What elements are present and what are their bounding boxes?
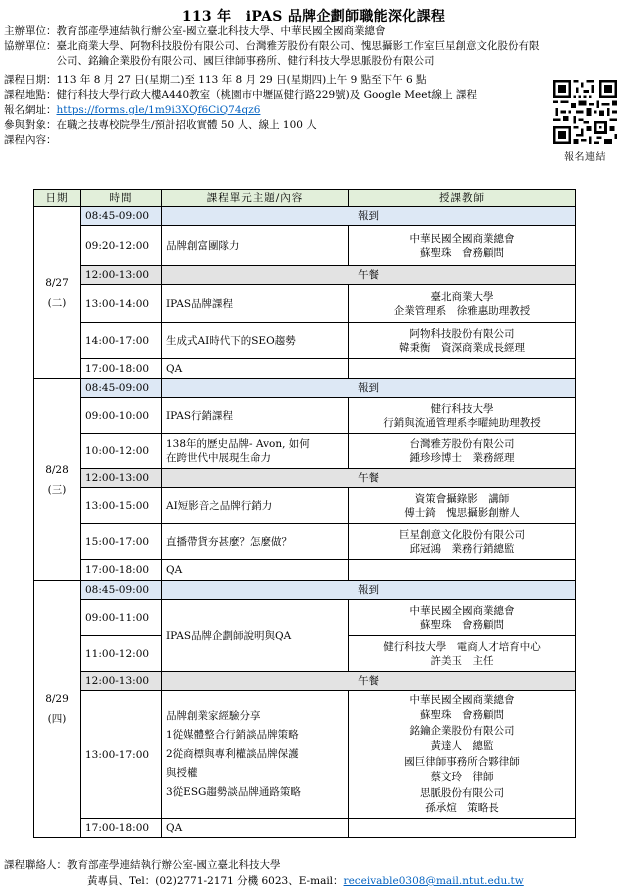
signup-label: 報名網址： [4, 104, 57, 116]
time-cell: 08:45-09:00 [81, 581, 162, 600]
table-row [34, 285, 576, 323]
teacher-org: 思脈股份有限公司 [420, 786, 504, 799]
teacher-org: 中華民國全國商業總會 [409, 232, 515, 245]
teacher-org: 巨星創意文化股份有限公司 [399, 528, 525, 541]
contact-line-2 [4, 873, 624, 889]
teacher-name: 韓秉衡 資深商業成長經理 [399, 341, 525, 354]
content-label: 課程內容： [4, 134, 57, 146]
topic-line: 2從商標與專利權談品牌保護 [166, 748, 299, 760]
day1-weekday: (二) [47, 296, 67, 309]
teacher-cell [349, 691, 576, 819]
audience-row [4, 118, 549, 133]
teacher-org: 健行科技大學 [430, 402, 494, 415]
teacher-cell [349, 636, 576, 672]
time-cell: 10:00-12:00 [81, 434, 162, 469]
time-cell: 13:00-15:00 [81, 488, 162, 524]
table-row [34, 469, 576, 488]
table-row [34, 359, 576, 379]
topic-line: 品牌創業家經驗分享 [166, 710, 261, 722]
day3-date: 8/29 [45, 693, 69, 705]
date-value: 113 年 8 月 27 日(星期二)至 113 年 8 月 29 日(星期四)上午 9 點至下午 6 點 [56, 74, 427, 86]
table-header-row [34, 190, 576, 207]
contact-footer [4, 857, 624, 889]
time-cell: 09:20-12:00 [81, 226, 162, 266]
time-cell: 15:00-17:00 [81, 524, 162, 560]
teacher-org: 國巨律師事務所合夥律師 [404, 755, 520, 768]
table-row [34, 207, 576, 226]
topic-cell: IPAS品牌企劃師說明與QA [162, 600, 349, 672]
table-row [34, 323, 576, 359]
teacher-name: 黃達人 總監 [430, 740, 494, 752]
time-cell: 08:45-09:00 [81, 207, 162, 226]
content-row [4, 133, 549, 148]
teacher-name: 鍾珍珍博士 業務經理 [409, 452, 515, 464]
location-row [4, 88, 549, 103]
teacher-name: 蘇聖珠 會務顧問 [420, 246, 504, 259]
contact-phone: 黃專員、Tel：(02)2771-2171 分機 6023、E-mail： [87, 875, 344, 887]
table-row [34, 581, 576, 600]
topic-line: 1從媒體整合行銷談品牌策略 [166, 729, 299, 741]
header-date: 日期 [34, 190, 81, 207]
header-time: 時間 [81, 190, 162, 207]
teacher-cell [349, 524, 576, 560]
table-row [34, 819, 576, 838]
teacher-name: 蘇聖珠 會務顧問 [420, 709, 504, 721]
time-cell: 09:00-10:00 [81, 398, 162, 434]
teacher-cell [349, 226, 576, 266]
topic-cell: IPAS品牌課程 [162, 285, 349, 323]
day2-date: 8/28 [45, 463, 69, 476]
topic-cell: 生成式AI時代下的SEO趨勢 [162, 323, 349, 359]
teacher-cell [349, 488, 576, 524]
time-cell: 12:00-13:00 [81, 672, 162, 691]
time-cell: 17:00-18:00 [81, 560, 162, 581]
teacher-org: 中華民國全國商業總會 [409, 604, 515, 617]
teacher-org: 銘鑰企業股份有限公司 [409, 724, 515, 737]
topic-cell [162, 434, 349, 469]
organizer-label: 主辦單位： [4, 25, 57, 37]
table-row [34, 691, 576, 819]
topic-line: 在跨世代中展現生命力 [166, 452, 271, 464]
teacher-org: 臺北商業大學 [430, 290, 494, 303]
signup-link[interactable]: https://forms.gle/1m9i3XQf6CiQ74qz6 [56, 104, 261, 116]
time-cell: 14:00-17:00 [81, 323, 162, 359]
checkin-cell: 報到 [162, 379, 576, 398]
header-topic: 課程單元主題/內容 [162, 190, 349, 207]
teacher-cell-empty [349, 359, 576, 379]
location-label: 課程地點： [4, 89, 57, 101]
date-row [4, 73, 549, 88]
topic-cell: QA [162, 560, 349, 581]
time-cell: 13:00-17:00 [81, 691, 162, 819]
header-teacher: 授課教師 [349, 190, 576, 207]
coorganizer-value: 臺北商業大學、阿物科技股份有限公司、台灣雅芳股份有限公司、愧思攝影工作室巨星創意文化股份有限公司、銘鑰企業股份有限公司、國巨律師事務所、健行科技大學思脈股份有限公司 [56, 40, 540, 67]
topic-line: 3從ESG趨勢談品牌通路策略 [166, 786, 301, 798]
lunch-cell: 午餐 [162, 672, 576, 691]
topic-line: 138年的歷史品牌- Avon, 如何 [166, 438, 310, 450]
table-row [34, 379, 576, 398]
teacher-org: 資策會攝錄影 講師 [414, 492, 510, 505]
organizer-value: 教育部產學連結執行辦公室-國立臺北科技大學、中華民國全國商業總會 [56, 25, 386, 37]
checkin-cell: 報到 [162, 581, 576, 600]
topic-line: 與授權 [166, 767, 198, 779]
teacher-cell [349, 285, 576, 323]
teacher-org: 中華民國全國商業總會 [409, 693, 515, 706]
day2-weekday: (三) [47, 483, 67, 496]
teacher-name: 企業管理系 徐雅惠助理教授 [393, 304, 531, 317]
teacher-name: 行銷與流通管理系李曜純助理教授 [383, 416, 541, 429]
page-title: 113 年 iPAS 品牌企劃師職能深化課程 [181, 9, 446, 25]
topic-cell [162, 691, 349, 819]
lunch-cell: 午餐 [162, 266, 576, 285]
coorganizer-row [4, 39, 549, 69]
day3-weekday: (四) [47, 713, 67, 725]
day1-date: 8/27 [45, 276, 69, 289]
teacher-name: 孫承煊 策略長 [425, 802, 499, 814]
table-row [34, 600, 576, 636]
table-row [34, 434, 576, 469]
time-cell: 08:45-09:00 [81, 379, 162, 398]
table-row [34, 488, 576, 524]
table-row [34, 672, 576, 691]
teacher-org: 台灣雅芳股份有限公司 [409, 438, 515, 450]
teacher-cell-empty [349, 819, 576, 838]
teacher-cell [349, 323, 576, 359]
date-label: 課程日期： [4, 74, 57, 86]
teacher-org: 阿物科技股份有限公司 [409, 327, 515, 340]
teacher-cell-empty [349, 560, 576, 581]
teacher-name: 邱冠鴻 業務行銷總監 [409, 542, 515, 555]
teacher-cell [349, 600, 576, 636]
time-cell: 17:00-18:00 [81, 359, 162, 379]
checkin-cell: 報到 [162, 207, 576, 226]
topic-cell: 直播帶貨夯甚麼？怎麼做？ [162, 524, 349, 560]
topic-cell: QA [162, 819, 349, 838]
table-row [34, 524, 576, 560]
signup-row [4, 103, 549, 118]
table-row [34, 266, 576, 285]
course-info [4, 24, 549, 148]
teacher-name: 傅士錡 愧思攝影創辦人 [404, 506, 520, 519]
topic-cell: 品牌創富團隊力 [162, 226, 349, 266]
table-row [34, 560, 576, 581]
table-row [34, 398, 576, 434]
time-cell: 13:00-14:00 [81, 285, 162, 323]
date-cell-day1 [34, 207, 81, 379]
topic-cell: AI短影音之品牌行銷力 [162, 488, 349, 524]
time-cell: 09:00-11:00 [81, 600, 162, 636]
teacher-cell [349, 434, 576, 469]
time-cell: 12:00-13:00 [81, 469, 162, 488]
teacher-org: 健行科技大學 電商人才培育中心 [383, 640, 541, 653]
audience-label: 參與對象： [4, 119, 57, 131]
qr-block [553, 80, 617, 163]
location-value: 健行科技大學行政大樓A440教室（桃園市中壢區健行路229號)及 Google Meet線上 課程 [56, 89, 477, 101]
organizer-row [4, 24, 549, 39]
lunch-cell: 午餐 [162, 469, 576, 488]
qr-code-icon[interactable] [553, 80, 617, 144]
teacher-name: 蔡文玲 律師 [430, 771, 494, 783]
time-cell: 17:00-18:00 [81, 819, 162, 838]
time-cell: 11:00-12:00 [81, 636, 162, 672]
teacher-cell [349, 398, 576, 434]
teacher-name: 蘇聖珠 會務顧問 [420, 618, 504, 631]
teacher-name: 許美玉 主任 [430, 654, 494, 667]
audience-value: 在職之技專校院學生/預計招收實體 50 人、線上 100 人 [56, 119, 317, 131]
table-row [34, 226, 576, 266]
coorganizer-label: 協辦單位： [4, 40, 57, 52]
date-cell-day2 [34, 379, 81, 581]
topic-cell: QA [162, 359, 349, 379]
contact-email-link[interactable]: receivable0308@mail.ntut.edu.tw [343, 875, 524, 887]
date-cell-day3 [34, 581, 81, 838]
time-cell: 12:00-13:00 [81, 266, 162, 285]
topic-cell: IPAS行銷課程 [162, 398, 349, 434]
schedule-table [33, 189, 576, 838]
contact-line-1: 課程聯絡人：教育部產學連結執行辦公室-國立臺北科技大學 [4, 859, 281, 871]
qr-caption: 報名連結 [564, 152, 606, 163]
